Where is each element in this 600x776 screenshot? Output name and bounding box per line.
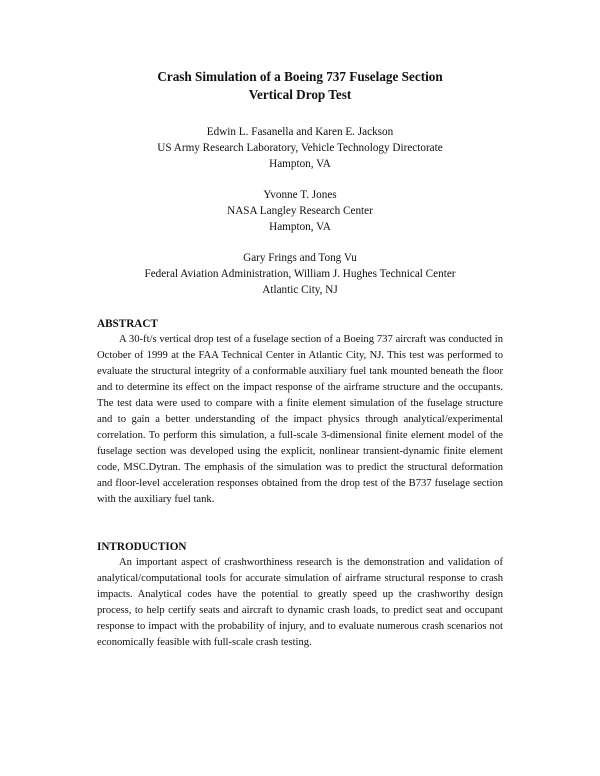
author-location-1: Hampton, VA xyxy=(269,158,331,170)
author-location-3: Atlantic City, NJ xyxy=(262,284,338,296)
author-org-3: Federal Aviation Administration, William J. Hughes Technical Center xyxy=(144,268,456,280)
author-location-2: Hampton, VA xyxy=(269,221,331,233)
introduction-heading: INTRODUCTION xyxy=(97,541,187,553)
author-names-3: Gary Frings and Tong Vu xyxy=(243,252,357,264)
paper-title-line-2: Vertical Drop Test xyxy=(248,87,352,102)
author-org-1: US Army Research Laboratory, Vehicle Technology Directorate xyxy=(157,142,443,154)
author-org-2: NASA Langley Research Center xyxy=(227,205,373,217)
author-names-1: Edwin L. Fasanella and Karen E. Jackson xyxy=(206,126,394,138)
author-names-2: Yvonne T. Jones xyxy=(263,189,337,201)
abstract-paragraph: A 30-ft/s vertical drop test of a fuselage section of a Boeing 737 aircraft was conducted in October of 1999 at the FAA Technical Center in Atlantic City, NJ. This test was performed to evaluate the structural integrity of a conformable auxiliary fuel tank mounted beneath the floor and to determine its effect on the impact response of the airframe structure and the occupants. The test data were used to compare with a finite element simulation of the fuselage structure and to gain a better understanding of the impact physics through analytical/experimental correlation. To perform this simulation, a full-scale 3-dimensional finite element model of the fuselage section was developed using the explicit, nonlinear transient-dynamic finite element code, MSC.Dytran. The emphasis of the simulation was to predict the structural deformation and floor-level acceleration responses obtained from the drop test of the B737 fuselage section with the auxiliary fuel tank. xyxy=(97,334,503,505)
paper-title-line-1: Crash Simulation of a Boeing 737 Fuselage Section xyxy=(157,69,443,84)
introduction-paragraph: An important aspect of crashworthiness research is the demonstration and validation of analytical/computational tools for accurate simulation of airframe structural response to crash impacts. Analytical codes have the potential to greatly speed up the crashworthy design process, to help certify seats and aircraft to dynamic crash loads, to predict seat and occupant response to impact with the probability of injury, and to evaluate numerous crash scenarios not economically feasible with full-scale crash testing. xyxy=(97,557,503,648)
abstract-heading: ABSTRACT xyxy=(97,318,158,330)
